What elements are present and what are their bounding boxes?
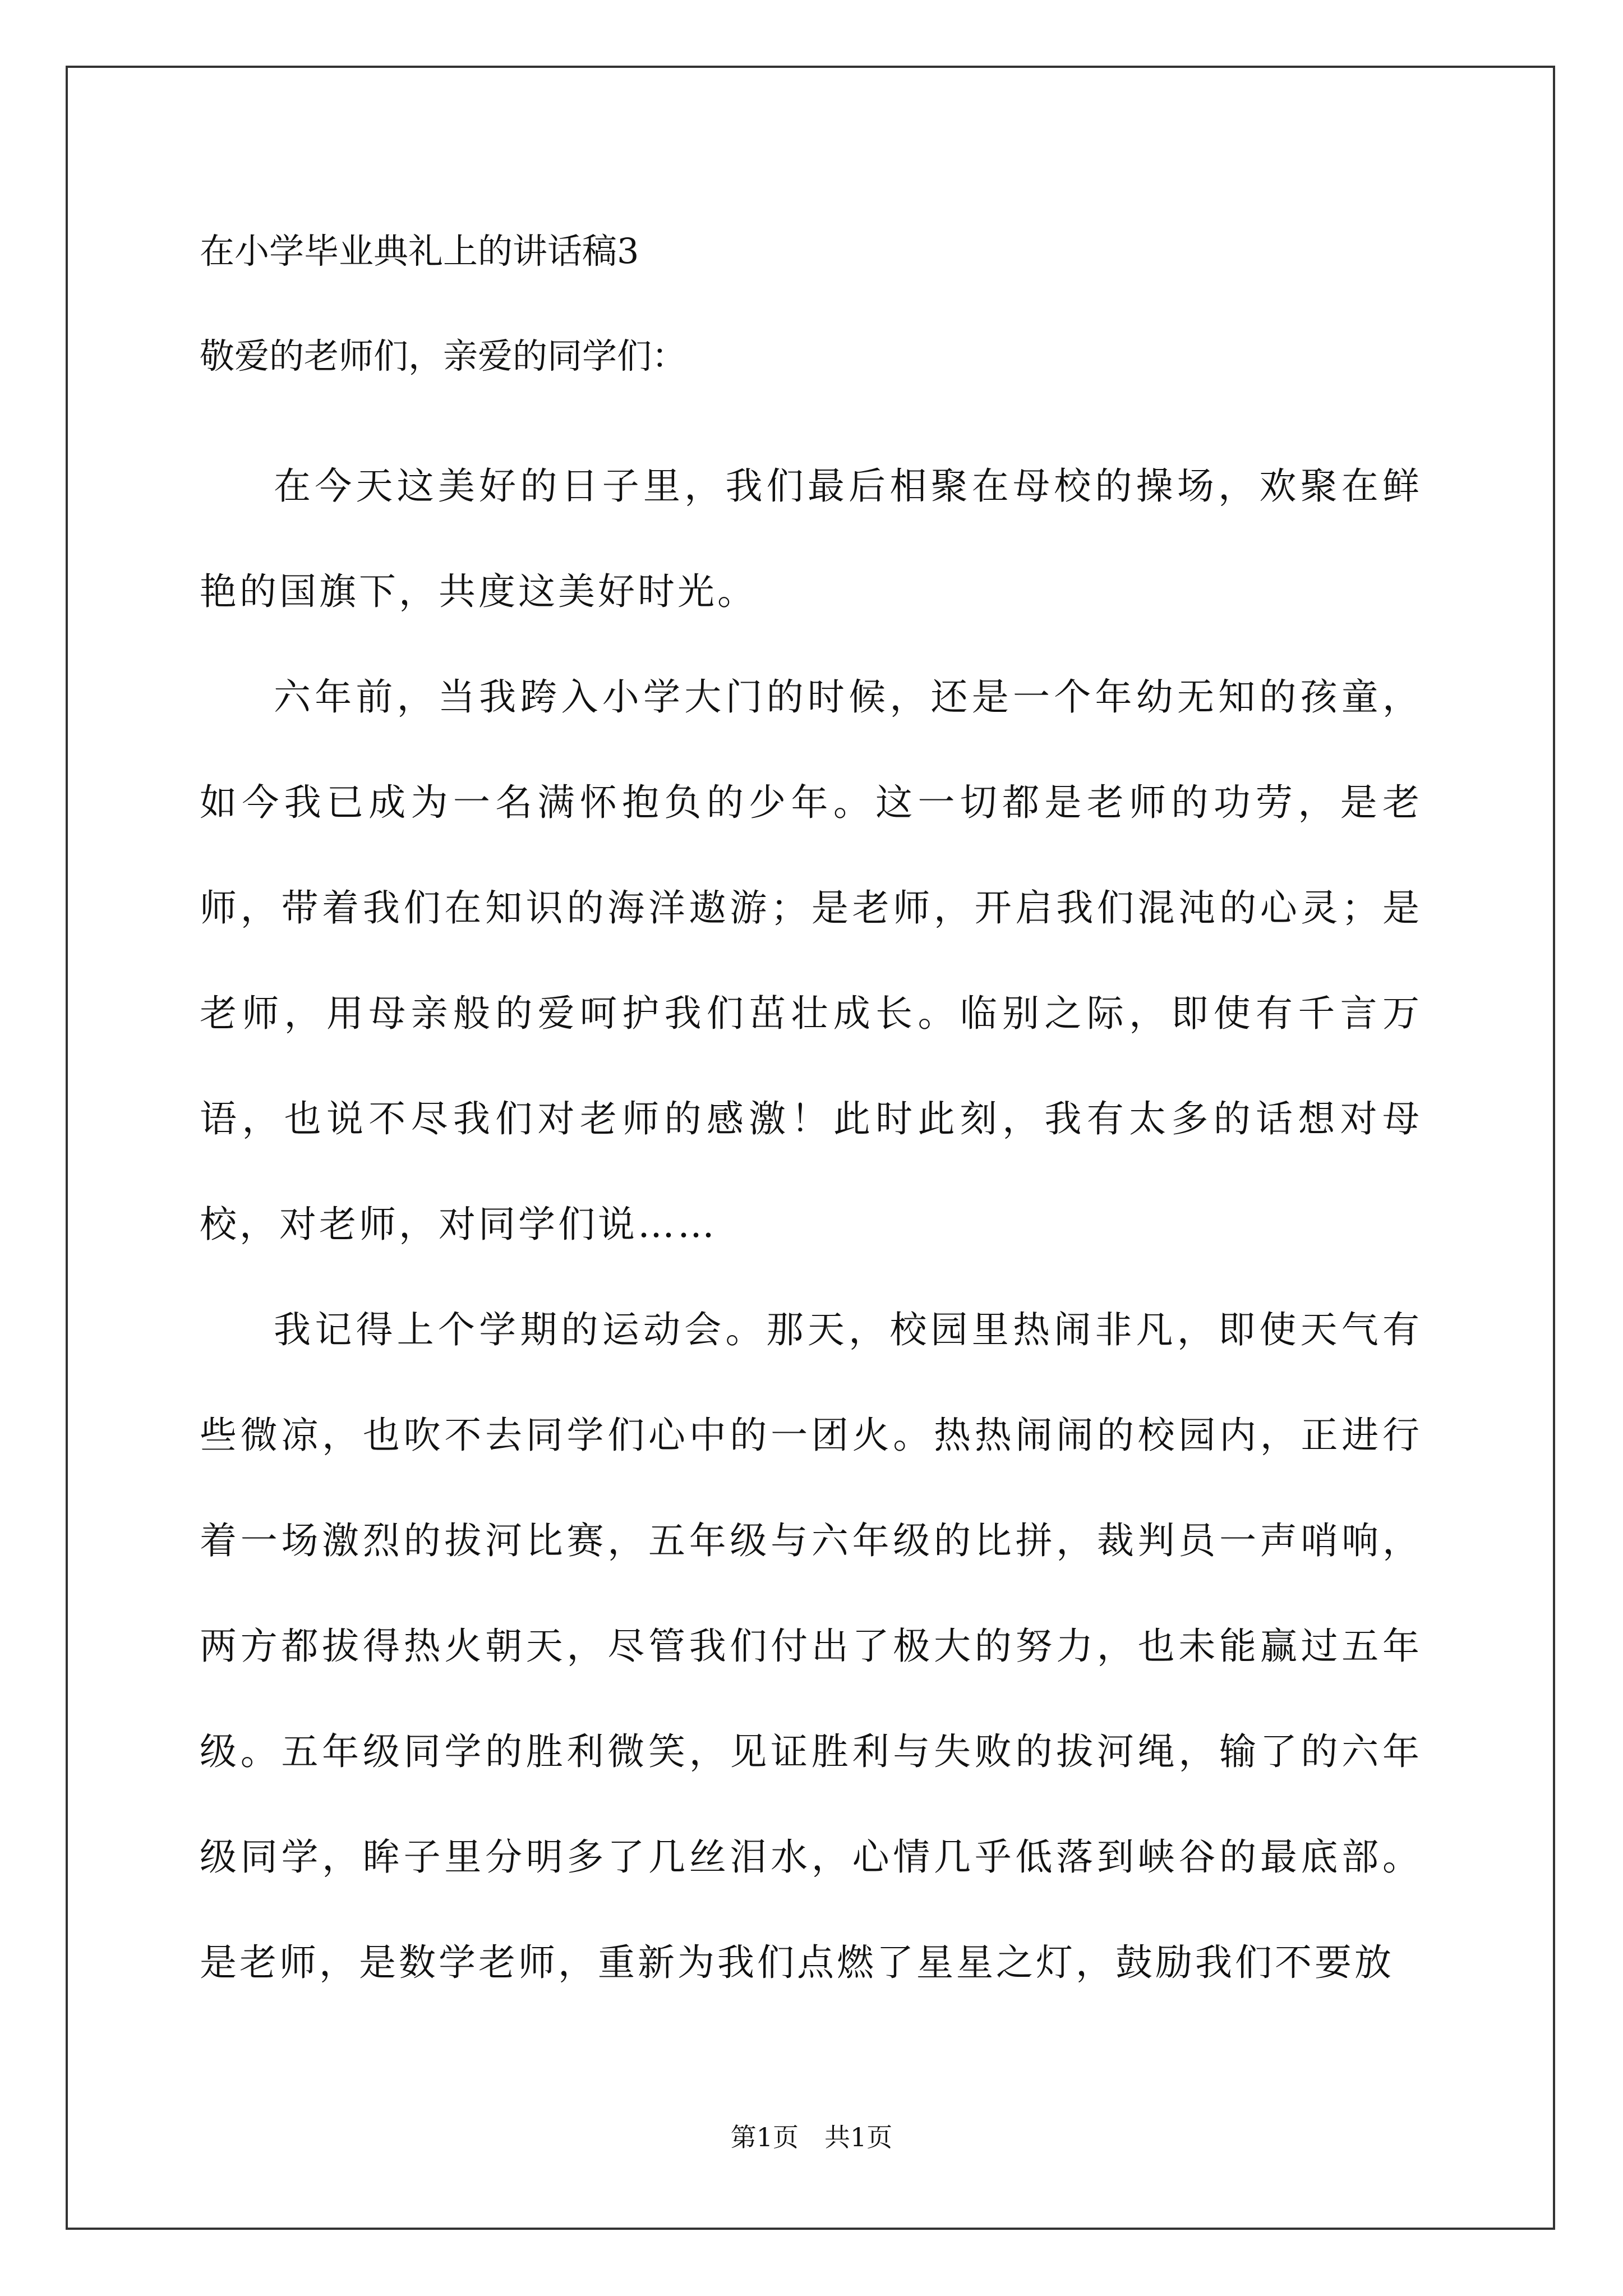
paragraph: 我记得上个学期的运动会。那天，校园里热闹非凡，即使天气有些微凉，也吹不去同学们心中的一团火。热热闹闹的校园内，正进行着一场激烈的拔河比赛，五年级与六年级的比拼，裁判员一声哨响，两方都拔得热火朝天，尽管我们付出了极大的努力，也未能赢过五年级。五年级同学的胜利微笑，见证胜利与失败的拔河绳，输了的六年级同学，眸子里分明多了几丝泪水，心情几乎低落到峡谷的最底部。是老师，是数学老师，重新为我们点燃了星星之灯，鼓励我们不要放 <box>200 1308 1422 1984</box>
paragraph: 在今天这美好的日子里，我们最后相聚在母校的操场，欢聚在鲜艳的国旗下，共度这美好时光。 <box>200 464 1422 613</box>
page-total: 共1页 <box>824 2122 893 2152</box>
document-title: 在小学毕业典礼上的讲话稿3 <box>200 231 639 272</box>
salutation: 敬爱的老师们，亲爱的同学们： <box>200 335 687 376</box>
paragraph: 六年前，当我跨入小学大门的时候，还是一个年幼无知的孩童，如今我已成为一名满怀抱负的少年。这一切都是老师的功劳，是老师，带着我们在知识的海洋遨游；是老师，开启我们混沌的心灵；是老师，用母亲般的爱呵护我们茁壮成长。临别之际，即使有千言万语，也说不尽我们对老师的感激！此时此刻，我有太多的话想对母校，对老师，对同学们说…… <box>200 675 1422 1246</box>
document-body <box>200 434 1422 2016</box>
page-footer <box>0 2120 1623 2154</box>
page-number: 第1页 <box>730 2122 799 2152</box>
